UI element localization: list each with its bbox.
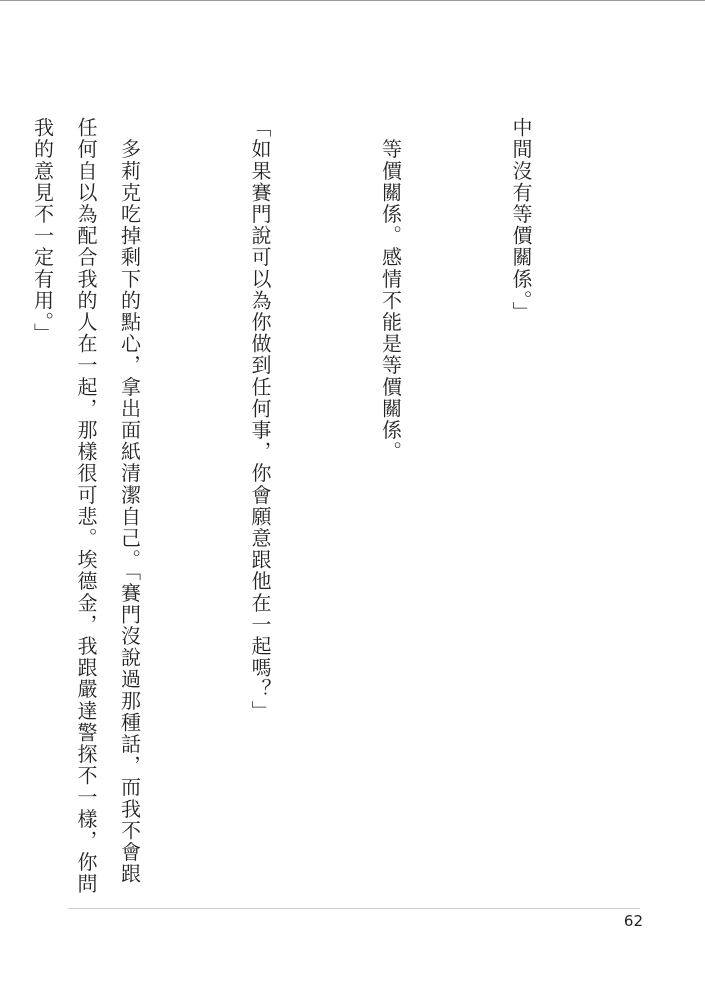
paragraph-3: 「如果賽門說可以為你做到任何事，你會願意跟他在一起嗎？」 xyxy=(248,117,272,722)
paragraph-2: 等價關係。感情不能是等價關係。 xyxy=(378,117,403,463)
paragraph-1: 中間沒有等價關係。」 xyxy=(509,117,533,323)
footer-divider xyxy=(68,908,640,909)
page-number: 62 xyxy=(623,912,643,930)
paragraph-4: 多莉克吃掉剩下的點心，拿出面紙清潔自己。「賽門沒說過那種話，而我不會跟任何自以為配合我的人在一起，那樣很可悲。埃德金，我跟嚴達警探不一樣，你問我的意見不一定有用。」 xyxy=(30,117,142,895)
top-border-line xyxy=(0,0,705,1)
vertical-text-body xyxy=(0,117,629,897)
